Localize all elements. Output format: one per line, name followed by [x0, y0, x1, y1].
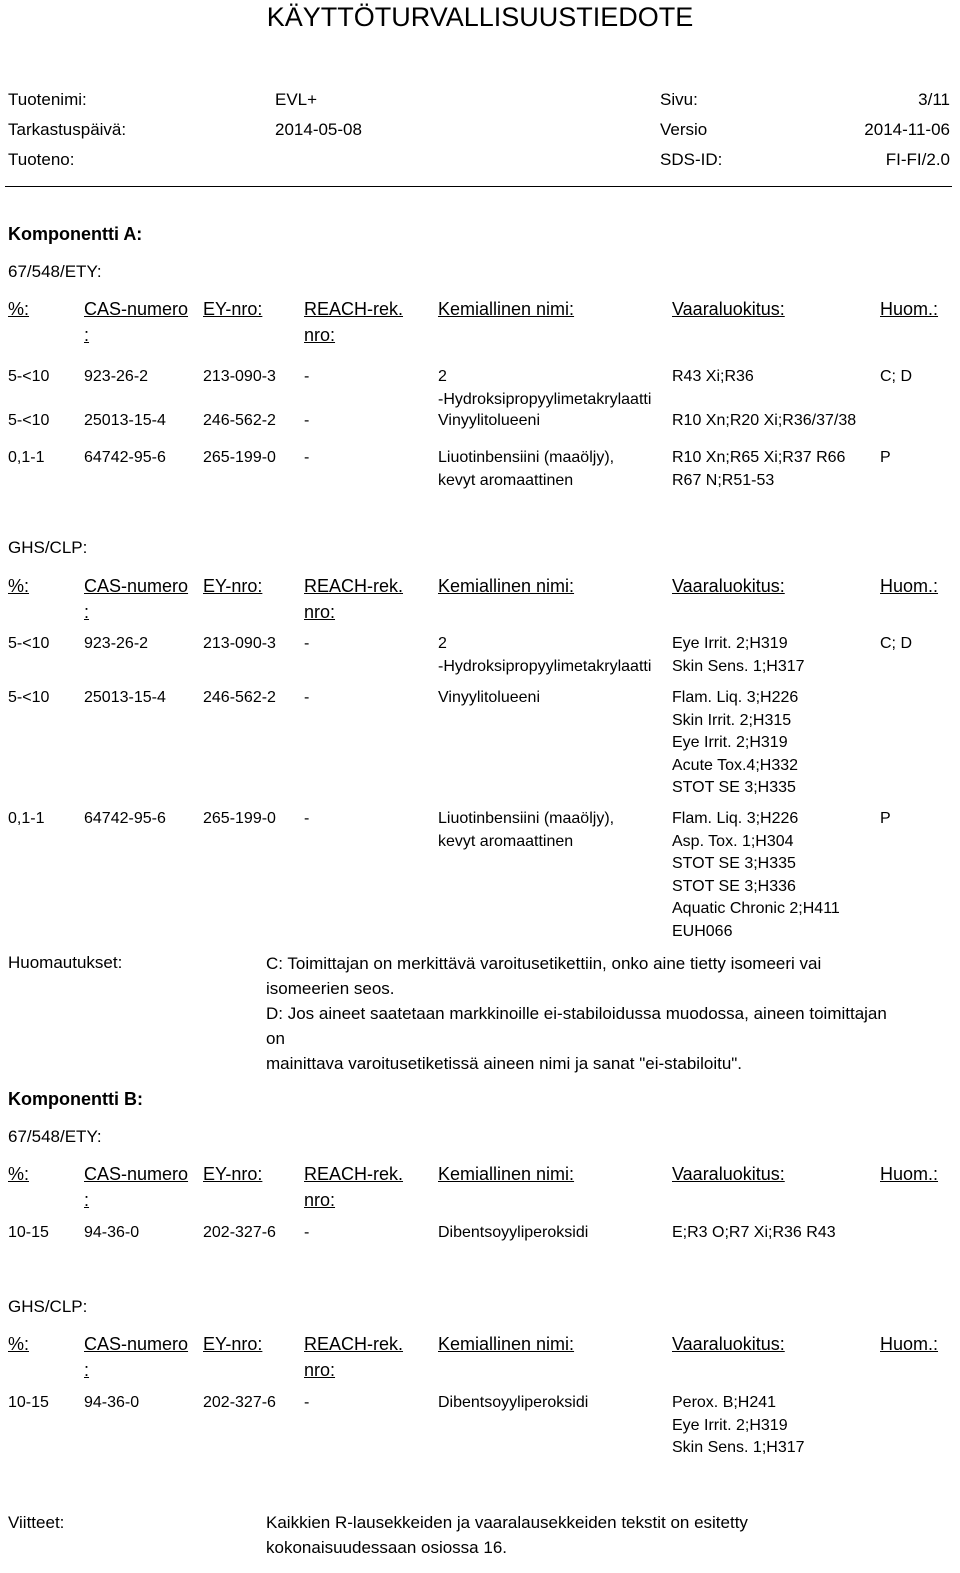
- header-col-cas: :: [84, 325, 90, 345]
- header-col-classification: Vaaraluokitus:: [672, 1164, 785, 1184]
- header-col-reach: REACH-rek.: [304, 1334, 404, 1354]
- notes-label: Huomautukset:: [8, 953, 123, 972]
- product-no-label: Tuoteno:: [8, 150, 75, 169]
- component-a-title: Komponentti A:: [8, 224, 143, 244]
- cell-classification: Skin Sens. 1;H317: [672, 657, 805, 675]
- page-label: Sivu:: [660, 90, 698, 109]
- cell-percent: 0,1-1: [8, 449, 45, 466]
- cell-reach: -: [304, 1394, 310, 1411]
- cell-classification: EUH066: [672, 922, 733, 940]
- cell-classification: Eye Irrit. 2;H319: [672, 635, 788, 652]
- header-col-notes: Huom.:: [880, 299, 939, 319]
- header-col-percent: %:: [8, 1164, 30, 1184]
- cell-classification: Aquatic Chronic 2;H411: [672, 900, 840, 917]
- product-name: EVL+: [275, 90, 318, 109]
- header-col-notes: Huom.:: [880, 576, 939, 596]
- note-d: D: Jos aineet saatetaan markkinoille ei-stabiloidussa muodossa, aineen toimittajan on: [266, 1004, 887, 1048]
- version-date: 2014-11-06: [864, 120, 950, 139]
- header-col-chemical-name: Kemiallinen nimi:: [438, 576, 575, 596]
- cell-classification: Eye Irrit. 2;H319: [672, 734, 788, 751]
- header-col-percent: %:: [8, 576, 30, 596]
- cell-cas: 94-36-0: [84, 1224, 140, 1241]
- cell-percent: 5-<10: [8, 689, 50, 706]
- cell-percent: 10-15: [8, 1394, 49, 1411]
- cell-chemical-name: 2: [438, 368, 447, 385]
- header-col-classification: Vaaraluokitus:: [672, 299, 785, 319]
- cell-cas: 923-26-2: [84, 368, 149, 385]
- header-col-ey: EY-nro:: [203, 576, 263, 596]
- header-col-classification: Vaaraluokitus:: [672, 576, 785, 596]
- header-col-chemical-name: Kemiallinen nimi:: [438, 1334, 575, 1354]
- cell-ey: 202-327-6: [203, 1224, 276, 1241]
- note-c: C: Toimittajan on merkittävä varoitusetikettiin, onko aine tietty isomeeri vai isomeerien seos.: [266, 954, 822, 998]
- header-col-chemical-name: Kemiallinen nimi:: [438, 1164, 575, 1184]
- cell-chemical-name: kevyt aromaattinen: [438, 832, 574, 850]
- cell-classification: Acute Tox.4;H332: [672, 756, 799, 774]
- cell-chemical-name: Liuotinbensiini (maaöljy),: [438, 810, 615, 827]
- header-col-cas: :: [84, 1190, 90, 1210]
- header-col-cas: CAS-numero: [84, 1164, 189, 1184]
- header-col-cas: CAS-numero: [84, 1334, 189, 1354]
- cell-chemical-name: Dibentsoyyliperoksidi: [438, 1394, 589, 1411]
- cell-notes: C; D: [880, 368, 912, 385]
- cell-reach: -: [304, 635, 310, 652]
- cell-reach: -: [304, 449, 310, 466]
- references-label: Viitteet:: [8, 1513, 65, 1532]
- header-col-cas: CAS-numero: [84, 576, 189, 596]
- product-name-label: Tuotenimi:: [8, 90, 87, 109]
- cell-notes: P: [880, 449, 891, 466]
- document-title: KÄYTTÖTURVALLISUUSTIEDOTE: [266, 2, 694, 32]
- header-col-cas: :: [84, 602, 90, 622]
- header-col-reach: REACH-rek.: [304, 1164, 404, 1184]
- cell-chemical-name: Liuotinbensiini (maaöljy),: [438, 449, 615, 466]
- revision-label: Tarkastuspäivä:: [8, 120, 127, 139]
- header-col-reach: nro:: [304, 1190, 336, 1210]
- cell-cas: 64742-95-6: [84, 810, 166, 827]
- cell-reach: -: [304, 689, 310, 706]
- header-col-percent: %:: [8, 299, 30, 319]
- cell-notes: C; D: [880, 635, 912, 652]
- note-d-continued: mainittava varoitusetiketissä aineen nimi ja sanat "ei-stabiloitu".: [266, 1054, 743, 1073]
- header-col-ey: EY-nro:: [203, 1334, 263, 1354]
- header-col-percent: %:: [8, 1334, 30, 1354]
- cell-reach: -: [304, 1224, 310, 1241]
- header-col-cas: CAS-numero: [84, 299, 189, 319]
- cell-reach: -: [304, 810, 310, 827]
- cell-percent: 10-15: [8, 1224, 49, 1241]
- page-number: 3/11: [918, 90, 950, 109]
- cell-chemical-name: kevyt aromaattinen: [438, 471, 574, 489]
- header-col-chemical-name: Kemiallinen nimi:: [438, 299, 575, 319]
- cell-classification: R10 Xn;R20 Xi;R36/37/38: [672, 412, 857, 429]
- cell-classification: Skin Sens. 1;H317: [672, 1439, 805, 1456]
- header-col-notes: Huom.:: [880, 1334, 939, 1354]
- cell-classification: R10 Xn;R65 Xi;R37 R66: [672, 449, 846, 466]
- cell-classification: Flam. Liq. 3;H226: [672, 689, 799, 706]
- cell-reach: -: [304, 368, 310, 385]
- cell-chemical-name: Vinyylitolueeni: [438, 689, 540, 706]
- cell-chemical-name: -Hydroksipropyylimetakrylaatti: [438, 657, 652, 675]
- header-col-reach: nro:: [304, 602, 336, 622]
- cell-ey: 265-199-0: [203, 449, 276, 466]
- cell-percent: 5-<10: [8, 368, 50, 385]
- cell-chemical-name: Dibentsoyyliperoksidi: [438, 1224, 589, 1241]
- revision-date: 2014-05-08: [275, 120, 362, 139]
- header-col-reach: nro:: [304, 325, 336, 345]
- header-divider: [5, 186, 952, 187]
- cell-classification: STOT SE 3;H335: [672, 855, 796, 872]
- cell-classification: Asp. Tox. 1;H304: [672, 832, 794, 850]
- version-label: Versio: [660, 120, 708, 139]
- header-col-notes: Huom.:: [880, 1164, 939, 1184]
- cell-classification: Eye Irrit. 2;H319: [672, 1416, 788, 1434]
- sds-label: SDS-ID:: [660, 150, 723, 169]
- component-a-ghs-label: GHS/CLP:: [8, 538, 88, 557]
- references-text: Kaikkien R-lausekkeiden ja vaaralausekkeiden tekstit on esitetty kokonaisuudessaan osiossa 16.: [266, 1513, 748, 1557]
- cell-cas: 94-36-0: [84, 1394, 140, 1411]
- header-col-reach: nro:: [304, 1360, 336, 1380]
- header-col-ey: EY-nro:: [203, 1164, 263, 1184]
- header-col-classification: Vaaraluokitus:: [672, 1334, 785, 1354]
- cell-percent: 0,1-1: [8, 810, 45, 827]
- cell-notes: P: [880, 810, 891, 827]
- notes-text: [266, 951, 906, 1076]
- header-col-ey: EY-nro:: [203, 299, 263, 319]
- cell-classification: Perox. B;H241: [672, 1394, 777, 1411]
- sds-id: FI-FI/2.0: [885, 150, 950, 169]
- cell-percent: 5-<10: [8, 635, 50, 652]
- cell-cas: 923-26-2: [84, 635, 149, 652]
- cell-chemical-name: 2: [438, 635, 447, 652]
- cell-classification: E;R3 O;R7 Xi;R36 R43: [672, 1224, 836, 1241]
- cell-ey: 202-327-6: [203, 1394, 276, 1411]
- component-b-dir-label: 67/548/ETY:: [8, 1127, 102, 1146]
- cell-ey: 246-562-2: [203, 412, 276, 429]
- cell-reach: -: [304, 412, 310, 429]
- cell-classification: STOT SE 3;H336: [672, 877, 796, 895]
- cell-ey: 265-199-0: [203, 810, 276, 827]
- cell-ey: 246-562-2: [203, 689, 276, 706]
- component-a-dir-label: 67/548/ETY:: [8, 262, 102, 281]
- header-col-cas: :: [84, 1360, 90, 1380]
- cell-classification: Flam. Liq. 3;H226: [672, 810, 799, 827]
- component-b-ghs-label: GHS/CLP:: [8, 1297, 88, 1316]
- cell-cas: 25013-15-4: [84, 689, 166, 706]
- component-b-title: Komponentti B:: [8, 1089, 143, 1109]
- cell-ey: 213-090-3: [203, 635, 276, 652]
- cell-ey: 213-090-3: [203, 368, 276, 385]
- cell-classification: STOT SE 3;H335: [672, 779, 796, 796]
- cell-classification: Skin Irrit. 2;H315: [672, 711, 792, 729]
- cell-cas: 25013-15-4: [84, 412, 166, 429]
- cell-cas: 64742-95-6: [84, 449, 166, 466]
- cell-chemical-name: -Hydroksipropyylimetakrylaatti: [438, 390, 652, 408]
- cell-classification: R43 Xi;R36: [672, 368, 754, 385]
- cell-chemical-name: Vinyylitolueeni: [438, 412, 540, 429]
- cell-classification: R67 N;R51-53: [672, 471, 775, 489]
- header-col-reach: REACH-rek.: [304, 576, 404, 596]
- header-col-reach: REACH-rek.: [304, 299, 404, 319]
- cell-percent: 5-<10: [8, 412, 50, 429]
